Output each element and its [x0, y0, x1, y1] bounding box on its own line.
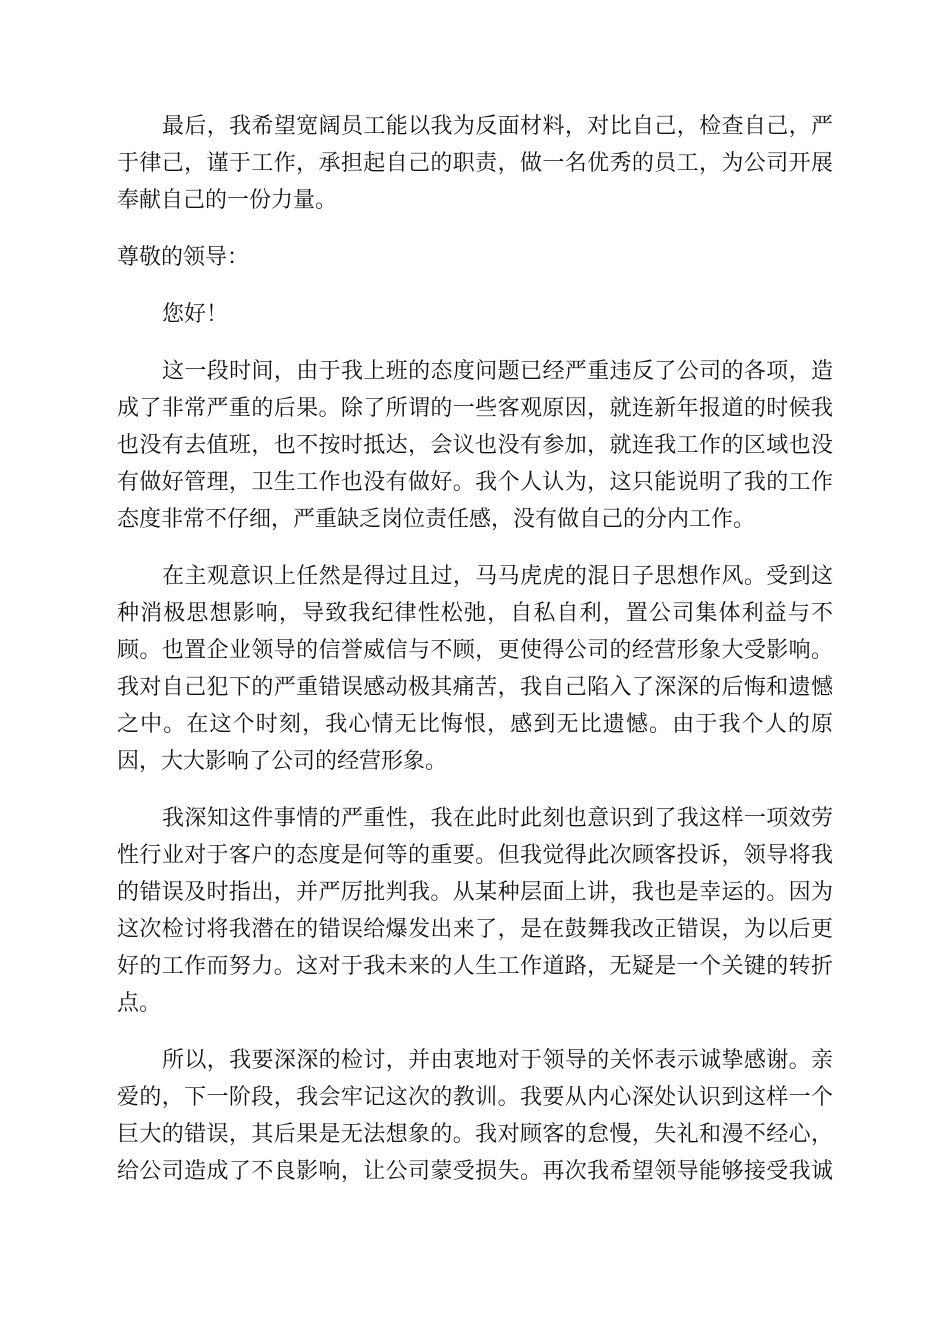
text-line: 您好！ — [162, 302, 229, 327]
text-line: 也没有去值班，也不按时抵达，会议也没有参加，就连我工作的区域也没 — [117, 433, 833, 458]
greeting — [117, 296, 833, 333]
text-line: 之中。在这个时刻，我心情无比悔恨，感到无比遗憾。由于我个人的原 — [117, 712, 833, 737]
document-page — [117, 108, 833, 1190]
text-line: 好的工作而努力。这对于我未来的人生工作道路，无疑是一个关键的转折 — [117, 954, 833, 979]
paragraph — [117, 1042, 833, 1190]
text-line: 于律己，谨于工作，承担起自己的职责，做一名优秀的员工，为公司开展 — [117, 151, 833, 176]
text-line: 爱的，下一阶段，我会牢记这次的教训。我要从内心深处认识到这样一个 — [117, 1085, 833, 1110]
text-line: 在主观意识上任然是得过且过，马马虎虎的混日子思想作风。受到这 — [162, 564, 833, 589]
paragraph — [117, 558, 833, 780]
text-line: 给公司造成了不良影响，让公司蒙受损失。再次我希望领导能够接受我诚 — [117, 1159, 833, 1184]
paragraph — [117, 108, 833, 219]
text-line: 所以，我要深深的检讨，并由衷地对于领导的关怀表示诚挚感谢。亲 — [162, 1048, 833, 1073]
text-line: 的错误及时指出，并严厉批判我。从某种层面上讲，我也是幸运的。因为 — [117, 880, 833, 905]
paragraph — [117, 800, 833, 1022]
text-line: 最后，我希望宽阔员工能以我为反面材料，对比自己，检查自己，严 — [162, 114, 833, 139]
salutation — [117, 239, 833, 276]
text-line: 我对自己犯下的严重错误感动极其痛苦，我自己陷入了深深的后悔和遗憾 — [117, 675, 833, 700]
text-line: 奉献自己的一份力量。 — [117, 188, 338, 213]
text-line: 尊敬的领导： — [117, 245, 250, 270]
text-line: 性行业对于客户的态度是何等的重要。但我觉得此次顾客投诉，领导将我 — [117, 843, 833, 868]
text-line: 成了非常严重的后果。除了所谓的一些客观原因，就连新年报道的时候我 — [117, 396, 833, 421]
text-line: 这次检讨将我潜在的错误给爆发出来了，是在鼓舞我改正错误，为以后更 — [117, 917, 833, 942]
text-line: 种消极思想影响，导致我纪律性松弛，自私自利，置公司集体利益与不 — [117, 601, 833, 626]
paragraph — [117, 353, 833, 538]
text-line: 顾。也置企业领导的信誉威信与不顾，更使得公司的经营形象大受影响。 — [117, 638, 833, 663]
text-line: 点。 — [117, 991, 162, 1016]
text-line: 巨大的错误，其后果是无法想象的。我对顾客的怠慢，失礼和漫不经心， — [117, 1122, 833, 1147]
text-line: 这一段时间，由于我上班的态度问题已经严重违反了公司的各项，造 — [162, 359, 833, 384]
text-line: 有做好管理，卫生工作也没有做好。我个人认为，这只能说明了我的工作 — [117, 470, 833, 495]
text-line: 我深知这件事情的严重性，我在此时此刻也意识到了我这样一项效劳 — [162, 806, 833, 831]
text-line: 因，大大影响了公司的经营形象。 — [117, 749, 448, 774]
text-line: 态度非常不仔细，严重缺乏岗位责任感，没有做自己的分内工作。 — [117, 507, 756, 532]
